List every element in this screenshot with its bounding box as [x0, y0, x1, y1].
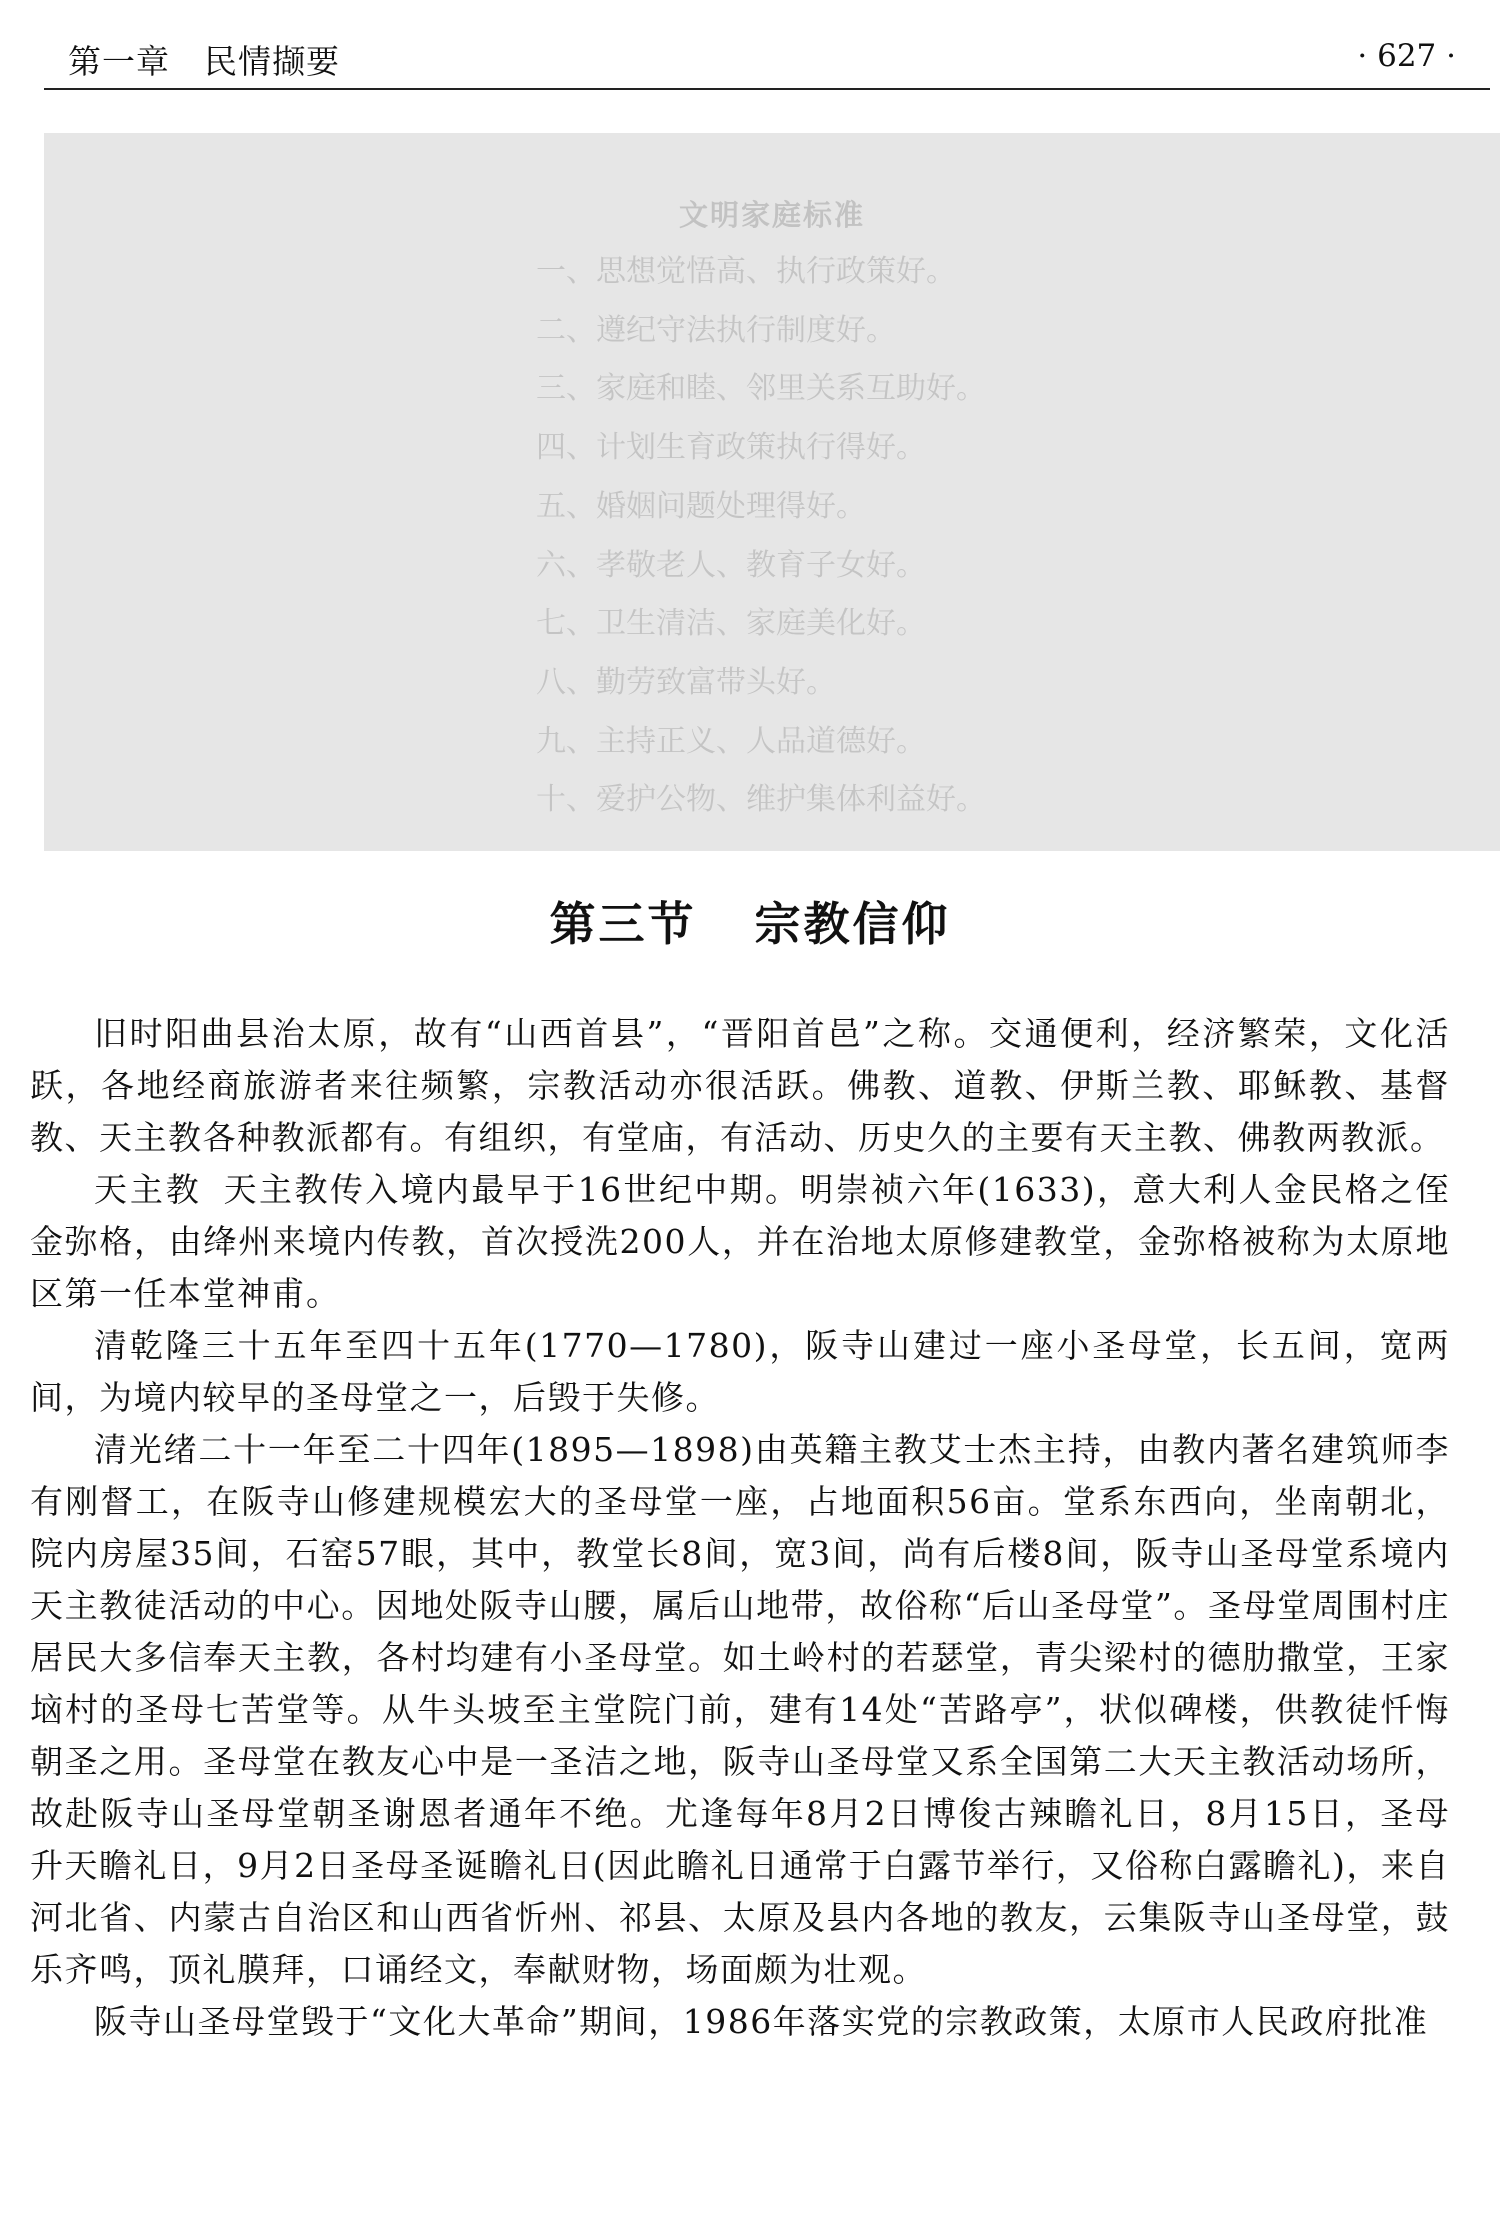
page-header: [44, 28, 1490, 90]
standard-item: 二、遵纪守法执行制度好。: [536, 312, 896, 348]
paragraph-text: 天主教传入境内最早于16世纪中期。明崇祯六年(1633)，意大利人金民格之侄金弥格，由绛州来境内传教，首次授洗200人，并在治地太原修建教堂，金弥格被称为太原地区第一任本堂神甫。: [30, 1170, 1450, 1313]
section-name: 宗教信仰: [754, 897, 951, 951]
paragraph-lead: 天主教: [94, 1170, 202, 1209]
page-number: · 627 ·: [1357, 38, 1456, 74]
section-heading: [0, 888, 1500, 954]
paragraph: 清光绪二十一年至二十四年(1895—1898)由英籍主教艾士杰主持，由教内著名建筑师李有刚督工，在阪寺山修建规模宏大的圣母堂一座，占地面积56亩。堂系东西向，坐南朝北，院内房屋35间，石窑57眼，其中，教堂长8间，宽3间，尚有后楼8间，阪寺山圣母堂系境内天主教徒活动的中心。因地处阪寺山腰，属后山地带，故俗称“后山圣母堂”。圣母堂周围村庄居民大多信奉天主教，各村均建有小圣母堂。如土岭村的若瑟堂，青尖梁村的德肋撒堂，王家垴村的圣母七苦堂等。从牛头坡至主堂院门前，建有14处“苦路亭”，状似碑楼，供教徒忏悔朝圣之用。圣母堂在教友心中是一圣洁之地，阪寺山圣母堂又系全国第二大天主教活动场所，故赴阪寺山圣母堂朝圣谢恩者通年不绝。尤逢每年8月2日博俊古辣瞻礼日，8月15日，圣母升天瞻礼日，9月2日圣母圣诞瞻礼日(因此瞻礼日通常于白露节举行，又俗称白露瞻礼)，来自河北省、内蒙古自治区和山西省忻州、祁县、太原及县内各地的教友，云集阪寺山圣母堂，鼓乐齐鸣，顶礼膜拜，口诵经文，奉献财物，场面颇为壮观。: [30, 1430, 1450, 1989]
standards-title: 文明家庭标准: [678, 198, 865, 232]
standard-item: 七、卫生清洁、家庭美化好。: [536, 606, 926, 642]
standard-item: 四、计划生育政策执行得好。: [536, 430, 926, 466]
standard-item: 十、爱护公物、维护集体利益好。: [536, 782, 986, 818]
paragraph: 阪寺山圣母堂毁于“文化大革命”期间，1986年落实党的宗教政策，太原市人民政府批准: [94, 2002, 1429, 2041]
standard-item: 五、婚姻问题处理得好。: [536, 488, 866, 524]
standard-item: 八、勤劳致富带头好。: [536, 664, 836, 700]
section-number: 第三节: [549, 897, 697, 951]
paragraph: [30, 1164, 1450, 1320]
standard-item: 六、孝敬老人、教育子女好。: [536, 547, 926, 583]
standard-item: 三、家庭和睦、邻里关系互助好。: [536, 371, 986, 407]
header-rule: [44, 88, 1490, 90]
standards-list: [536, 243, 986, 830]
chapter-title: 第一章 民情撷要: [68, 42, 340, 81]
standard-item: 一、思想觉悟高、执行政策好。: [536, 254, 956, 289]
body-text: [30, 1008, 1450, 2048]
civilized-family-standards-box: [44, 133, 1500, 851]
paragraph: 清乾隆三十五年至四十五年(1770—1780)，阪寺山建过一座小圣母堂，长五间，宽两间，为境内较早的圣母堂之一，后毁于失修。: [30, 1326, 1450, 1417]
paragraph: 旧时阳曲县治太原，故有“山西首县”，“晋阳首邑”之称。交通便利，经济繁荣，文化活跃，各地经商旅游者来往频繁，宗教活动亦很活跃。佛教、道教、伊斯兰教、耶稣教、基督教、天主教各种教派都有。有组织，有堂庙，有活动、历史久的主要有天主教、佛教两教派。: [30, 1014, 1450, 1157]
standard-item: 九、主持正义、人品道德好。: [536, 723, 926, 759]
